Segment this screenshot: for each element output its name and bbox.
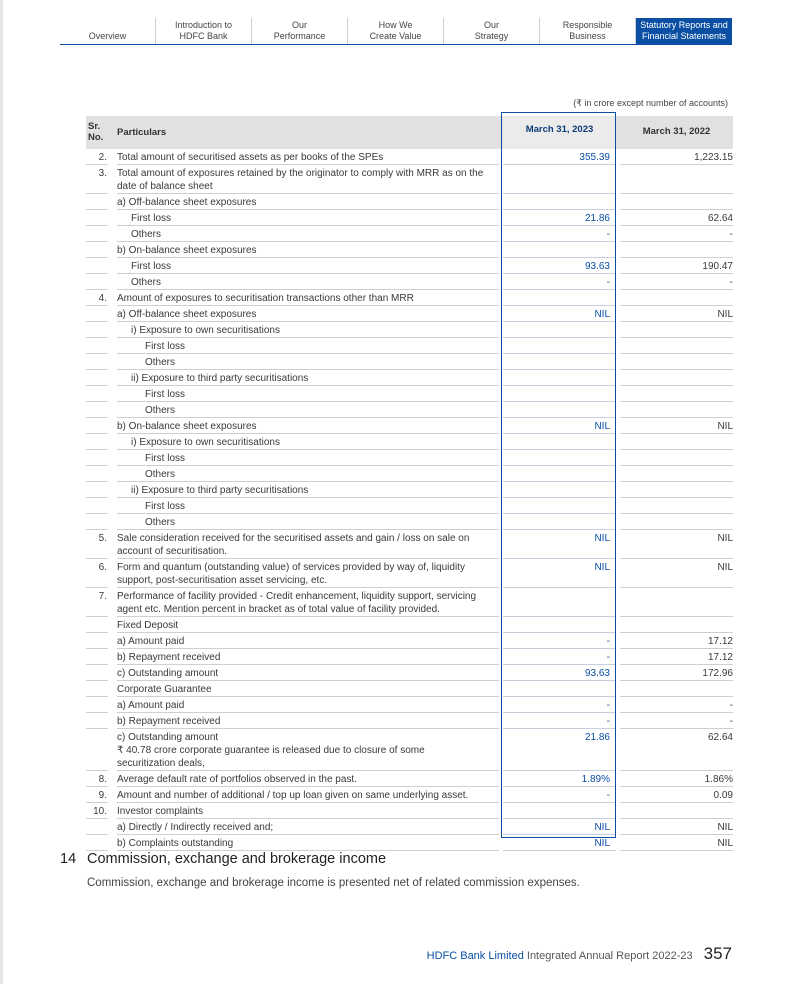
row-value-2022: 172.96 (702, 668, 733, 679)
row-particulars: a) Directly / Indirectly received and; (117, 822, 274, 833)
table-row (86, 210, 733, 226)
table-row (86, 787, 733, 803)
row-sr-no: 4. (98, 293, 107, 304)
row-particulars: ii) Exposure to third party securitisations (131, 485, 309, 496)
table-row (86, 771, 733, 787)
row-value-2022: NIL (717, 838, 733, 849)
row-particulars: First loss (145, 389, 185, 400)
table-row (86, 729, 733, 771)
table-row (86, 165, 733, 194)
nav-tab[interactable]: Overview (60, 18, 156, 45)
table-row (86, 530, 733, 559)
row-value-2023: NIL (594, 562, 610, 573)
row-value-2023: NIL (594, 309, 610, 320)
row-particulars: Others (145, 405, 176, 416)
row-value-2023: NIL (594, 838, 610, 849)
row-value-2022: 17.12 (707, 636, 733, 647)
row-particulars: First loss (145, 453, 185, 464)
row-particulars: Investor complaints (117, 806, 204, 817)
row-sr-no: 7. (98, 591, 107, 602)
nav-tab[interactable]: Our Performance (252, 18, 348, 45)
row-particulars: a) Off-balance sheet exposures (117, 197, 257, 208)
table-row (86, 258, 733, 274)
table-row (86, 242, 733, 258)
nav-tab[interactable]: Statutory Reports and Financial Statements (636, 18, 732, 45)
table-row (86, 514, 733, 530)
row-particulars: Total amount of securitised assets as per books of the SPEs (117, 152, 384, 163)
table-row (86, 194, 733, 210)
header-march-2023: March 31, 2023 (503, 116, 616, 149)
table-row (86, 450, 733, 466)
row-particulars: Total amount of exposures retained by the originator to comply with MRR as on the date of balance sheet (117, 168, 484, 192)
row-value-2022: NIL (717, 562, 733, 573)
table-row (86, 354, 733, 370)
table-row (86, 290, 733, 306)
row-value-2023: NIL (594, 533, 610, 544)
table-row (86, 402, 733, 418)
row-particulars: First loss (131, 261, 171, 272)
row-particulars: Others (145, 469, 176, 480)
row-value-2022: 62.64 (707, 732, 733, 743)
row-particulars: i) Exposure to own securitisations (131, 325, 280, 336)
row-particulars: ii) Exposure to third party securitisations (131, 373, 309, 384)
table-row (86, 370, 733, 386)
table-row (86, 713, 733, 729)
table-row (86, 697, 733, 713)
nav-tab[interactable]: Introduction to HDFC Bank (156, 18, 252, 45)
row-sr-no: 2. (98, 152, 107, 163)
units-note: (₹ in crore except number of accounts) (573, 98, 728, 108)
securitisation-table (86, 116, 733, 851)
row-value-2023: 1.89% (581, 774, 610, 785)
row-value-2023: - (606, 277, 610, 288)
row-particulars: Others (131, 229, 162, 240)
nav-tab[interactable]: Responsible Business (540, 18, 636, 45)
header-sr-no: Sr. No. (88, 121, 104, 143)
table-row (86, 819, 733, 835)
row-particulars: i) Exposure to own securitisations (131, 437, 280, 448)
table-row (86, 306, 733, 322)
row-value-2022: 0.09 (713, 790, 733, 801)
row-value-2023: 355.39 (579, 152, 610, 163)
table-row (86, 338, 733, 354)
section-heading (60, 851, 386, 867)
row-value-2023: - (606, 700, 610, 711)
row-value-2023: 21.86 (584, 213, 610, 224)
row-value-2023: 93.63 (584, 668, 610, 679)
header-march-2022: March 31, 2022 (642, 126, 711, 137)
page-edge (0, 0, 3, 984)
footer-brand: HDFC Bank Limited (426, 950, 524, 962)
page-number: 357 (703, 944, 732, 963)
nav-underline (60, 44, 732, 45)
row-particulars: First loss (131, 213, 171, 224)
footer-report: Integrated Annual Report 2022-23 (523, 950, 693, 962)
row-particulars: Amount of exposures to securitisation transactions other than MRR (117, 293, 414, 304)
row-value-2022: - (729, 229, 733, 240)
table-row (86, 482, 733, 498)
row-particulars: c) Outstanding amount ₹ 40.78 crore corporate guarantee is released due to closure of some securitization deals, (117, 732, 425, 769)
table-row (86, 681, 733, 697)
row-value-2023: - (606, 716, 610, 727)
table-row (86, 803, 733, 819)
row-value-2022: NIL (717, 309, 733, 320)
nav-tab[interactable]: Our Strategy (444, 18, 540, 45)
row-value-2023: NIL (594, 421, 610, 432)
row-divider (503, 850, 616, 851)
row-value-2022: - (729, 277, 733, 288)
page-footer (427, 944, 732, 964)
row-value-2022: - (729, 716, 733, 727)
table-row (86, 418, 733, 434)
row-sr-no: 10. (93, 806, 107, 817)
row-value-2023: - (606, 790, 610, 801)
table-row (86, 226, 733, 242)
row-particulars: b) On-balance sheet exposures (117, 245, 257, 256)
row-particulars: b) Repayment received (117, 716, 221, 727)
table-row (86, 274, 733, 290)
row-value-2023: 21.86 (584, 732, 610, 743)
row-particulars: Corporate Guarantee (117, 684, 212, 695)
row-particulars: a) Amount paid (117, 636, 185, 647)
row-value-2023: - (606, 652, 610, 663)
row-particulars: a) Amount paid (117, 700, 185, 711)
row-value-2022: 190.47 (702, 261, 733, 272)
row-value-2023: - (606, 229, 610, 240)
row-particulars: Others (145, 517, 176, 528)
row-particulars: First loss (145, 341, 185, 352)
row-sr-no: 9. (98, 790, 107, 801)
row-particulars: Form and quantum (outstanding value) of services provided by way of, liquidity support, post-securitisation asset servicing, etc. (117, 562, 465, 586)
table-row (86, 588, 733, 617)
table-row (86, 835, 733, 851)
row-sr-no: 8. (98, 774, 107, 785)
row-sr-no: 6. (98, 562, 107, 573)
table-row (86, 149, 733, 165)
table-row (86, 322, 733, 338)
row-value-2022: 62.64 (707, 213, 733, 224)
row-particulars: Others (145, 357, 176, 368)
top-navigation (60, 18, 732, 45)
table-row (86, 665, 733, 681)
row-value-2022: 1.86% (704, 774, 733, 785)
row-sr-no: 3. (98, 168, 107, 179)
row-value-2022: NIL (717, 421, 733, 432)
table-body (86, 149, 733, 851)
row-value-2022: NIL (717, 533, 733, 544)
table-row (86, 434, 733, 450)
section-number: 14 (60, 851, 77, 867)
section-title: Commission, exchange and brokerage income (87, 851, 387, 867)
row-value-2022: - (729, 700, 733, 711)
table-row (86, 466, 733, 482)
table-row (86, 633, 733, 649)
table-row (86, 498, 733, 514)
table-header (86, 116, 733, 149)
row-divider (620, 850, 733, 851)
row-particulars: First loss (145, 501, 185, 512)
row-particulars: a) Off-balance sheet exposures (117, 309, 257, 320)
row-particulars: Sale consideration received for the securitised assets and gain / loss on sale on account of securitisation. (117, 533, 470, 557)
table-row (86, 386, 733, 402)
section-body: Commission, exchange and brokerage income is presented net of related commission expenses. (87, 877, 580, 889)
row-value-2022: NIL (717, 822, 733, 833)
row-particulars: c) Outstanding amount (117, 668, 219, 679)
table-row (86, 559, 733, 588)
nav-tab[interactable]: How We Create Value (348, 18, 444, 45)
row-value-2022: 1,223.15 (694, 152, 733, 163)
row-particulars: b) Complaints outstanding (117, 838, 234, 849)
row-value-2023: NIL (594, 822, 610, 833)
row-particulars: Fixed Deposit (117, 620, 179, 631)
row-value-2023: 93.63 (584, 261, 610, 272)
row-particulars: Performance of facility provided - Credit enhancement, liquidity support, servicing agent etc. Mention percent in bracket as of total value of facility provided. (117, 591, 477, 615)
row-value-2023: - (606, 636, 610, 647)
row-value-2022: 17.12 (707, 652, 733, 663)
row-particulars: b) On-balance sheet exposures (117, 421, 257, 432)
header-particulars: Particulars (117, 127, 167, 138)
row-particulars: b) Repayment received (117, 652, 221, 663)
row-particulars: Amount and number of additional / top up loan given on same underlying asset. (117, 790, 469, 801)
row-particulars: Others (131, 277, 162, 288)
table-row (86, 649, 733, 665)
row-particulars: Average default rate of portfolios observed in the past. (117, 774, 357, 785)
row-sr-no: 5. (98, 533, 107, 544)
table-row (86, 617, 733, 633)
